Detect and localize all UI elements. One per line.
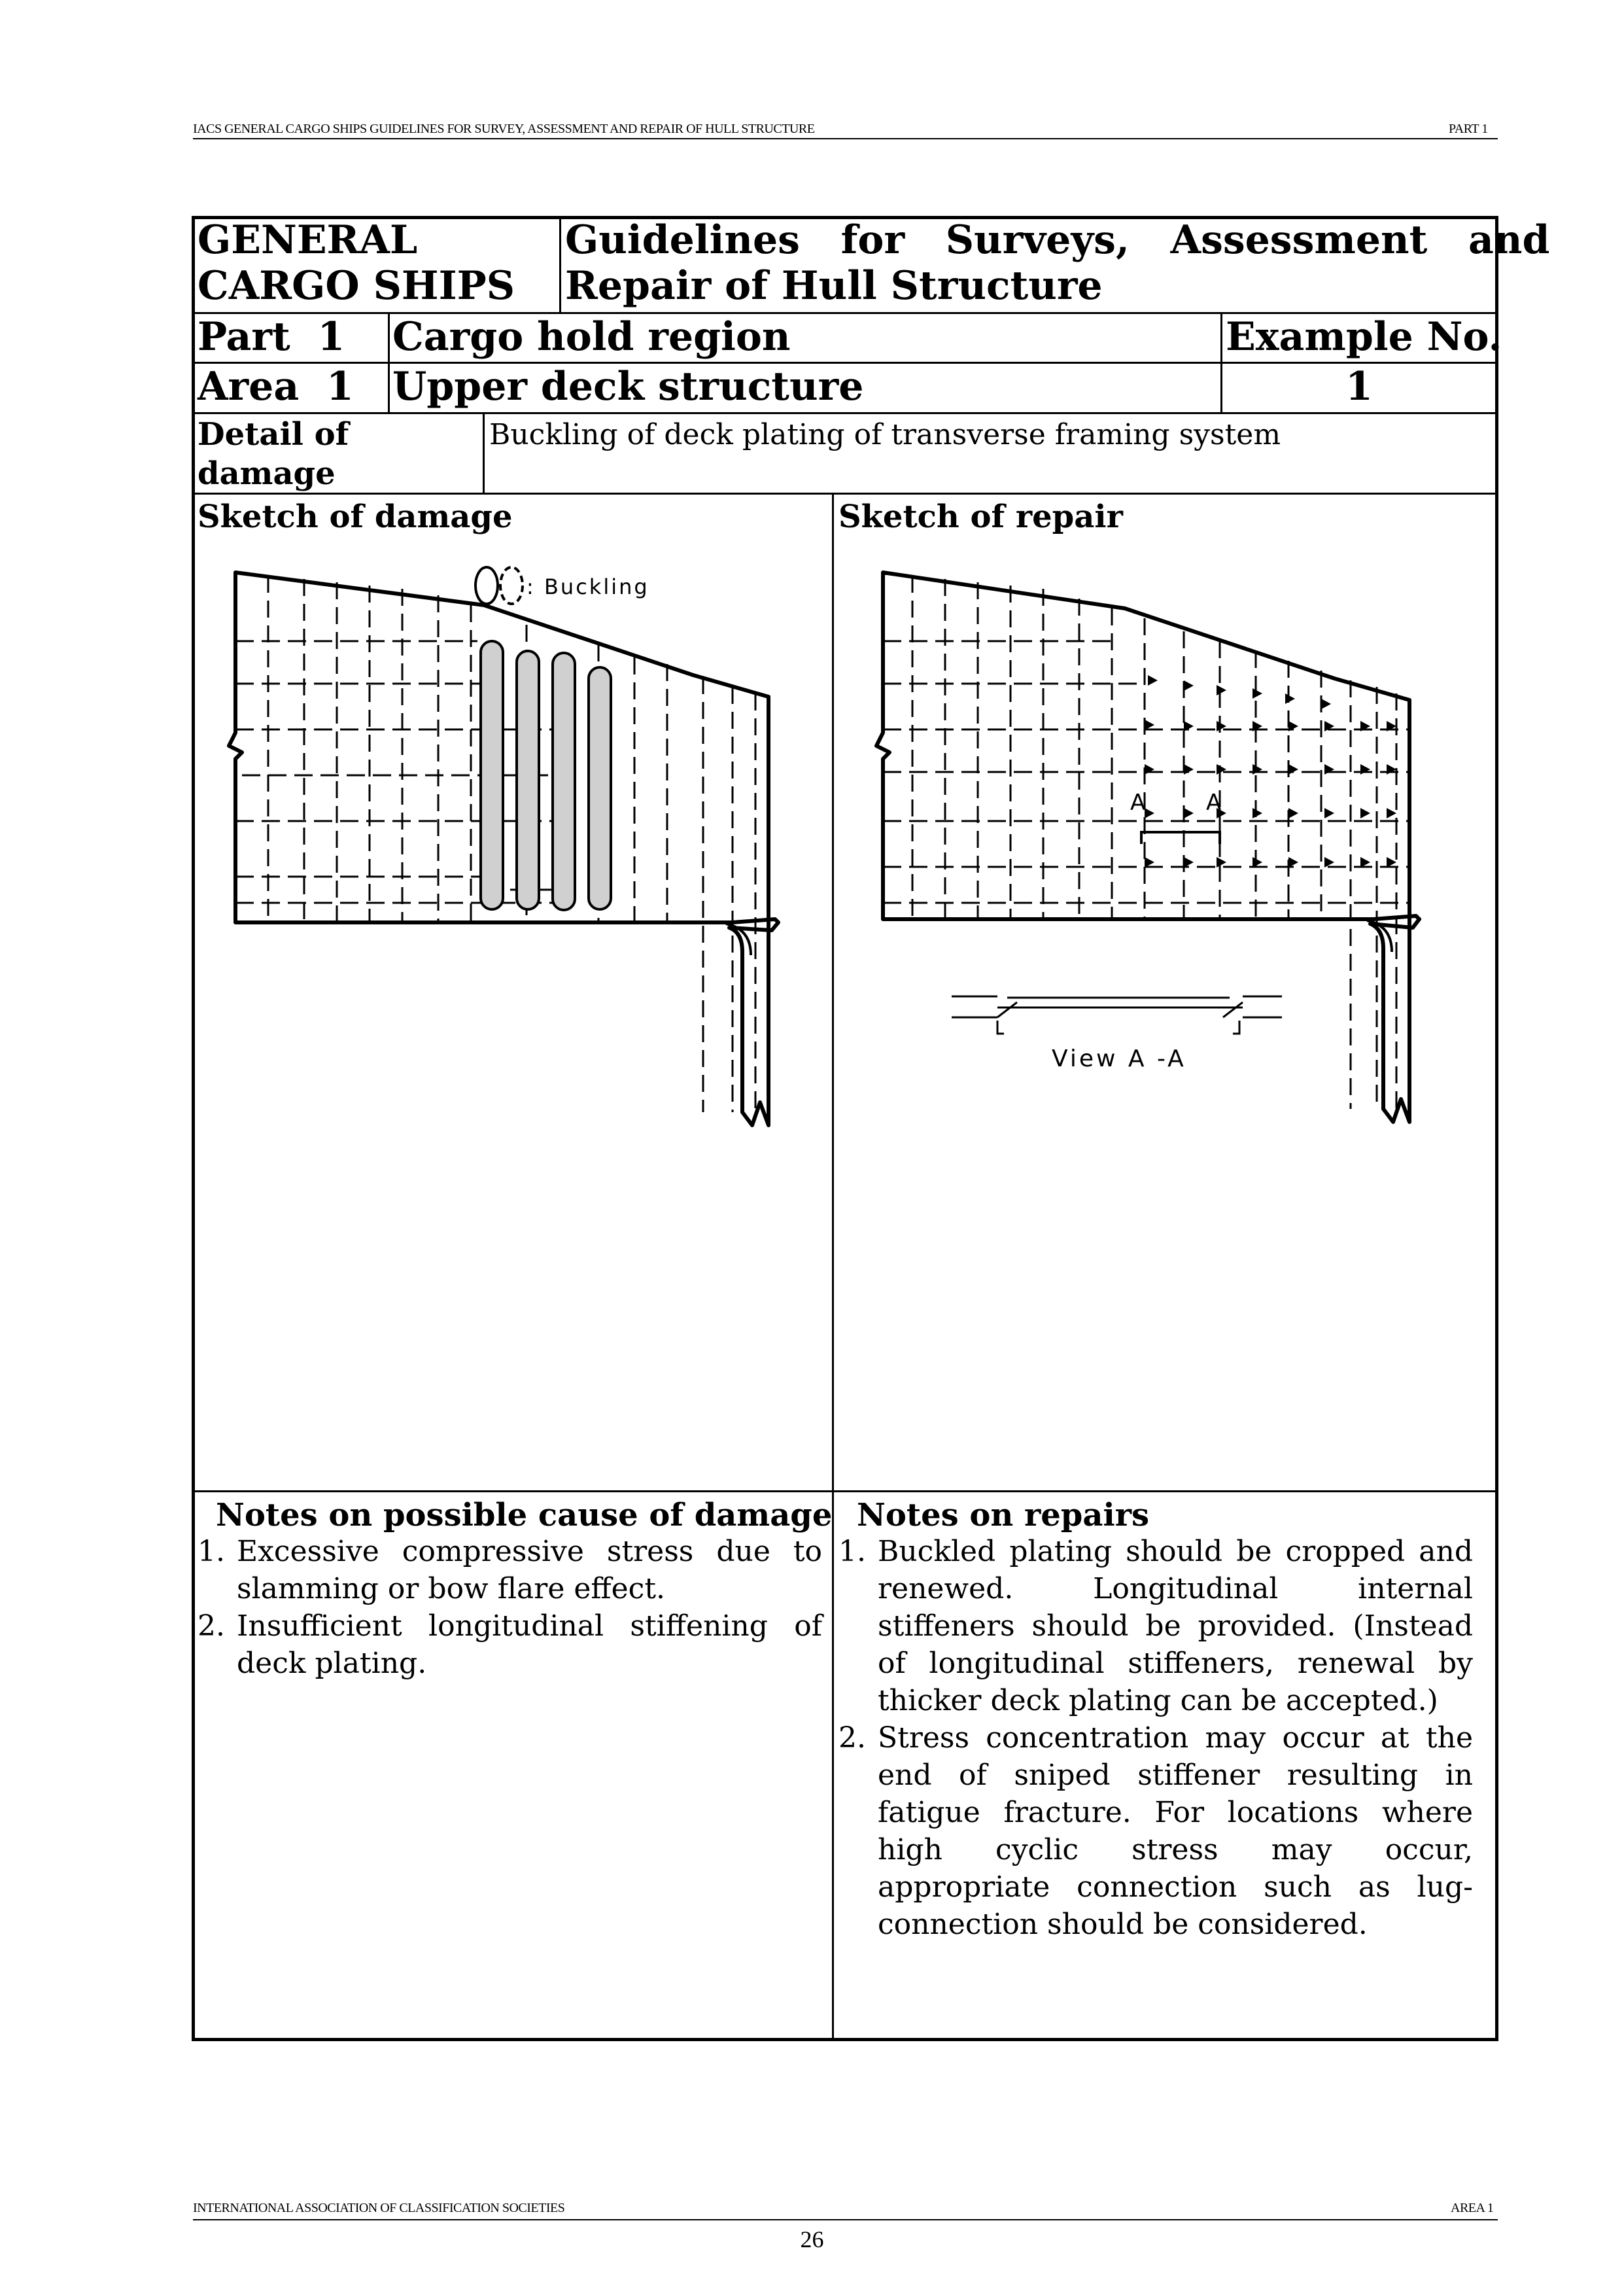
example-label: Example No. <box>1226 314 1502 360</box>
sketch-of-damage-heading: Sketch of damage <box>198 499 513 535</box>
repair-note-1-text: Buckled plating should be cropped and renewed. Longitudinal internal stiffeners should be provided. (Instead of longitudinal stiffeners, renewal by thicker deck plating can be accepted.) <box>878 1535 1473 1717</box>
running-header-title: IACS GENERAL CARGO SHIPS GUIDELINES FOR SURVEY, ASSESSMENT AND REPAIR OF HULL STRUCTURE <box>193 122 815 136</box>
repair-note-1 <box>838 1533 1473 1719</box>
column-divider <box>832 494 834 2038</box>
ship-type-line1: GENERAL <box>198 217 418 263</box>
footer-area: AREA 1 <box>1451 2201 1494 2215</box>
page-number: 26 <box>800 2226 824 2252</box>
running-header-part: PART 1 <box>1449 122 1488 136</box>
cause-notes-heading: Notes on possible cause of damage <box>216 1497 833 1533</box>
cause-note-1-text: Excessive compressive stress due to slamming or bow flare effect. <box>237 1535 822 1605</box>
repair-notes-list <box>838 1533 1473 1943</box>
part-title: Cargo hold region <box>392 314 791 360</box>
damage-sketch <box>222 550 824 1151</box>
section-mark-a-right: A <box>1206 790 1222 816</box>
view-a-a-label: View A -A <box>1052 1045 1186 1072</box>
repair-note-2-text: Stress concentration may occur at the end of sniped stiffener resulting in fatigue fracture. For locations where high cyclic stress may occur, appropriate connection such as lug-connection should be considered. <box>878 1721 1473 1941</box>
sketch-of-repair-heading: Sketch of repair <box>838 499 1123 535</box>
area-label: Area 1 <box>198 364 354 410</box>
cause-note-2-text: Insufficient longitudinal stiffening of deck plating. <box>237 1609 822 1680</box>
cause-note-1-num: 1. <box>198 1535 225 1568</box>
detail-label-line1: Detail of <box>198 416 349 453</box>
ship-type-line2: CARGO SHIPS <box>198 263 515 309</box>
cause-notes-list <box>198 1533 822 1682</box>
header-rule <box>193 138 1498 139</box>
footer-rule <box>193 2219 1498 2220</box>
area-title: Upper deck structure <box>392 364 864 410</box>
detail-label-line2: damage <box>198 455 336 492</box>
cause-note-2-num: 2. <box>198 1609 225 1643</box>
guideline-title-line1: Guidelines for Surveys, Assessment and <box>565 217 1550 263</box>
example-number: 1 <box>1345 364 1373 410</box>
cause-note-1 <box>198 1533 822 1607</box>
repair-sketch <box>863 550 1478 1151</box>
guideline-title-line2: Repair of Hull Structure <box>565 263 1103 309</box>
detail-of-damage-text: Buckling of deck plating of transverse framing system <box>489 418 1281 451</box>
footer-organization: INTERNATIONAL ASSOCIATION OF CLASSIFICATION SOCIETIES <box>193 2201 565 2215</box>
repair-notes-heading: Notes on repairs <box>857 1497 1149 1533</box>
repair-note-2 <box>838 1719 1473 1943</box>
repair-note-1-num: 1. <box>838 1535 866 1568</box>
part-label: Part 1 <box>198 314 345 360</box>
section-mark-a-left: A <box>1130 790 1146 816</box>
repair-note-2-num: 2. <box>838 1721 866 1755</box>
cause-note-2 <box>198 1607 822 1682</box>
buckling-legend-label: : Buckling <box>527 574 649 599</box>
